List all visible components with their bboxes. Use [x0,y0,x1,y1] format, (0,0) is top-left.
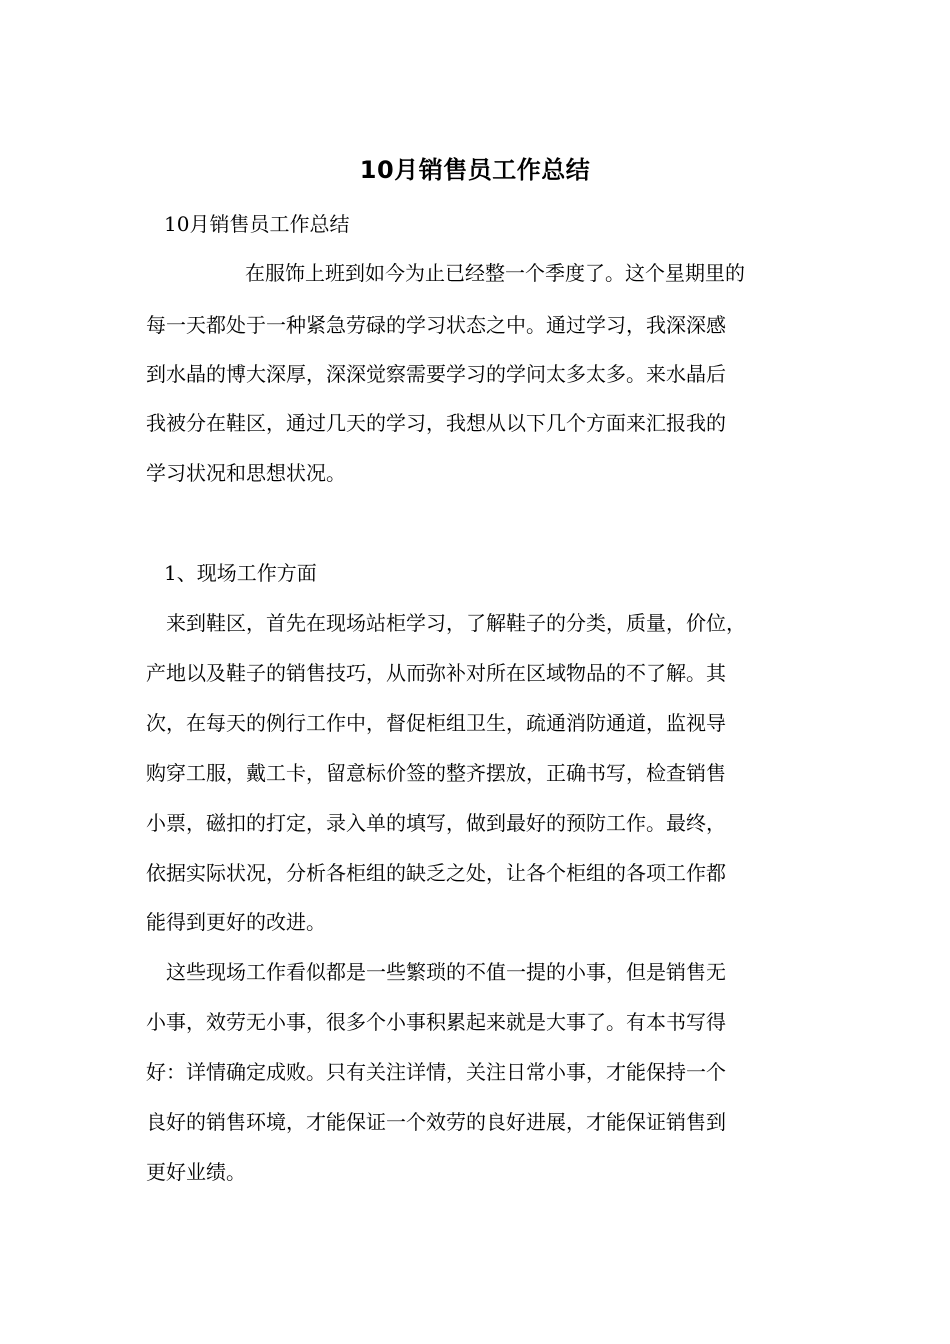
paragraph-line: 这些现场工作看似都是一些繁琐的不值一提的小事，但是销售无 [166,960,726,984]
paragraph-line: 次，在每天的例行工作中，督促柜组卫生，疏通消防通道，监视导 [146,711,726,735]
paragraph-line: 小票，磁扣的打定，录入单的填写，做到最好的预防工作。最终， [146,811,726,835]
intro-line: 学习状况和思想状况。 [146,461,346,485]
paragraph-line: 产地以及鞋子的销售技巧，从而弥补对所在区域物品的不了解。其 [146,661,726,685]
intro-line: 到水晶的博大深厚，深深觉察需要学习的学问太多太多。来水晶后 [146,362,726,386]
intro-line: 我被分在鞋区，通过几天的学习，我想从以下几个方面来汇报我的 [146,411,726,435]
paragraph-line: 更好业绩。 [146,1160,246,1184]
paragraph-line: 好：详情确定成败。只有关注详情，关注日常小事，才能保持一个 [146,1060,726,1084]
section-heading: 1、现场工作方面 [164,561,317,585]
paragraph-line: 来到鞋区，首先在现场站柜学习，了解鞋子的分类，质量，价位， [166,611,746,635]
paragraph-line: 良好的销售环境，才能保证一个效劳的良好进展，才能保证销售到 [146,1110,726,1134]
intro-line: 在服饰上班到如今为止已经整一个季度了。这个星期里的 [245,261,745,285]
paragraph-line: 能得到更好的改进。 [146,910,326,934]
paragraph-line: 依据实际状况，分析各柜组的缺乏之处，让各个柜组的各项工作都 [146,861,726,885]
intro-line: 每一天都处于一种紧急劳碌的学习状态之中。通过学习，我深深感 [146,313,726,337]
paragraph-line: 小事，效劳无小事，很多个小事积累起来就是大事了。有本书写得 [146,1010,726,1034]
document-title: 10月销售员工作总结 [359,156,591,184]
document-subtitle: 10月销售员工作总结 [164,212,350,236]
paragraph-line: 购穿工服，戴工卡，留意标价签的整齐摆放，正确书写，检查销售 [146,761,726,785]
